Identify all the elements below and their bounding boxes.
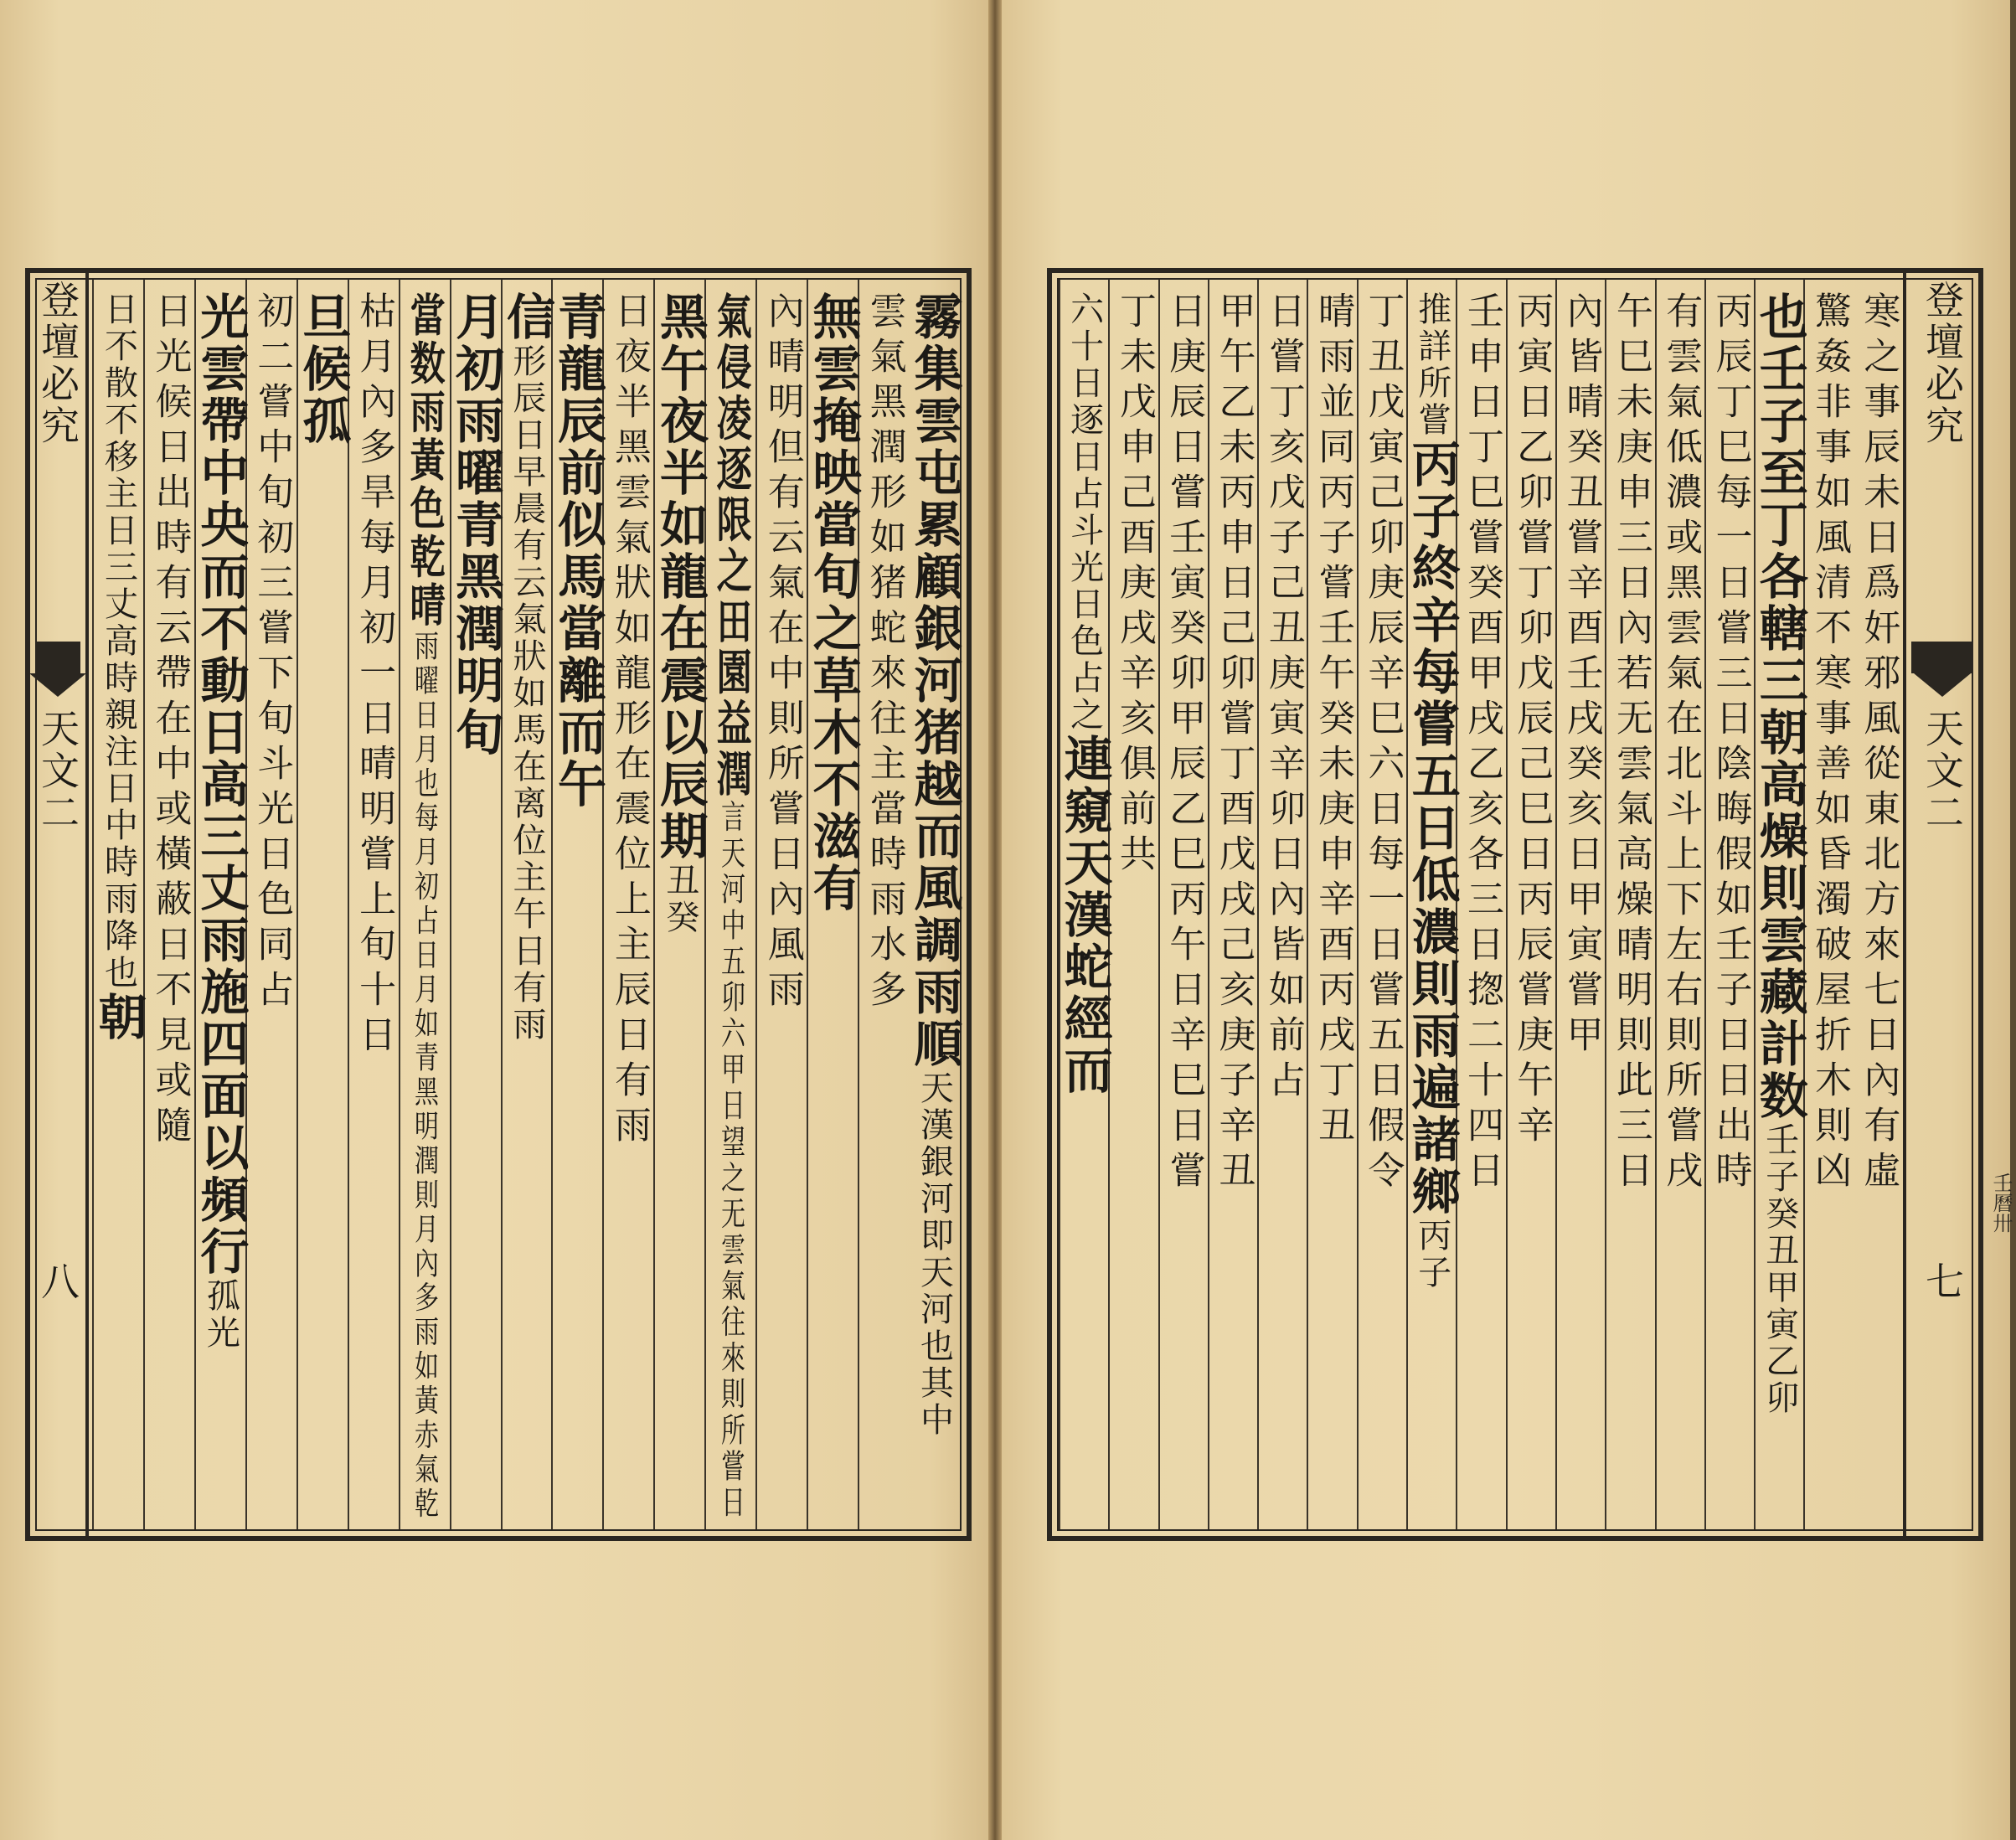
right-text-columns xyxy=(1055,280,1903,1529)
left-page-frame xyxy=(25,268,972,1541)
left-text-columns xyxy=(90,280,963,1529)
column-text: 有雲氣低濃或黑雲氣在北斗上下左右則所嘗戌 xyxy=(1659,291,1703,1196)
spine-title: 登壇必究 xyxy=(1920,280,1965,447)
column-text: 丁未戊申己酉庚戌辛亥俱前共 xyxy=(1112,291,1156,879)
verse-text: 旦候孤 xyxy=(294,291,352,447)
column-text: 枯月內多旱每月初一日晴明嘗上旬十日 xyxy=(353,291,396,1060)
text-column xyxy=(348,280,399,1529)
text-column xyxy=(399,280,450,1529)
column-text: 初二嘗中旬初三嘗下旬斗光日色同占 xyxy=(250,291,294,1015)
column-text: 雲氣黑潤形如猪蛇來往主當時雨水多 xyxy=(863,291,906,1015)
fishtail-mark xyxy=(1911,642,1973,673)
text-column xyxy=(1055,280,1113,1529)
column-text xyxy=(83,291,153,1044)
commentary-text: 日不散不移主日三丈高時親注日中時雨降也 xyxy=(99,291,138,992)
commentary-text: 形辰日早晨有云氣狀如馬在离位主午日有雨 xyxy=(507,343,546,1044)
book-gutter xyxy=(988,0,1002,1840)
text-column xyxy=(1158,280,1208,1529)
column-text: 日庚辰日嘗壬寅癸卯甲辰乙巳丙午日辛巳日嘗 xyxy=(1163,291,1206,1196)
verse-text: 也壬子至丁各轄三朝高燥則雲藏計数 xyxy=(1750,291,1808,1122)
column-text: 日光候日出時有云帶在中或橫蔽日不見或隨 xyxy=(148,291,192,1151)
verse-text: 當数雨黃色乾晴 xyxy=(404,291,446,630)
column-text: 丁丑戊寅己卯庚辰辛巳六日每一日嘗五日假令 xyxy=(1361,291,1405,1196)
verse-text: 光雲帶中央而不動日高三丈雨施四面以頻行 xyxy=(192,291,250,1278)
text-column xyxy=(1704,280,1754,1529)
text-column xyxy=(1506,280,1555,1529)
verse-text: 丙子終辛每嘗五日低濃則雨遍諸鄉 xyxy=(1403,439,1461,1218)
column-text xyxy=(1049,291,1120,1097)
column-text: 壬申日丁巳嘗癸酉甲戌乙亥各三日揔二十四日 xyxy=(1460,291,1503,1196)
verse-text: 氣侵凌逐限之田園益潤 xyxy=(710,291,752,800)
text-column xyxy=(804,280,862,1529)
verse-text: 連窺天漢蛇經而 xyxy=(1055,734,1113,1097)
column-text: 內皆晴癸丑嘗辛酉壬戌癸亥日甲寅嘗甲 xyxy=(1560,291,1603,1060)
spine-chapter: 天文二 xyxy=(1920,709,1965,834)
verse-text: 朝 xyxy=(90,992,147,1044)
right-spine xyxy=(1903,273,1978,1536)
verse-text: 月初雨曜青黑潤明旬 xyxy=(447,291,505,759)
column-text: 晴雨並同丙子嘗壬午癸未庚申辛酉丙戌丁丑 xyxy=(1312,291,1355,1151)
column-text: 內晴明但有云氣在中則所嘗日內風雨 xyxy=(761,291,804,1015)
spine-chapter: 天文二 xyxy=(35,709,80,834)
text-column xyxy=(192,280,250,1529)
verse-text: 黑午夜半如龍在震以辰期 xyxy=(651,291,709,863)
commentary-text: 言天河中五卯六甲日望之无雲氣往來則所嘗日 xyxy=(717,799,745,1521)
text-column xyxy=(755,280,807,1529)
verse-text: 信 xyxy=(498,291,555,343)
text-column xyxy=(1555,280,1605,1529)
fishtail-mark xyxy=(35,642,80,673)
right-page-frame xyxy=(1047,268,1983,1541)
text-column xyxy=(1605,280,1654,1529)
column-text: 日夜半黑雲氣狀如龍形在震位上主辰日有雨 xyxy=(607,291,651,1151)
text-column xyxy=(1307,280,1356,1529)
text-column xyxy=(1403,280,1461,1529)
commentary-text: 雨曜日月也每月初占日月如青黑明潤則月內多雨如黃赤氣乾 xyxy=(410,629,439,1521)
spine-folio: 八 xyxy=(35,1261,80,1303)
text-column xyxy=(294,280,352,1529)
column-text: 甲午乙未丙申日己卯嘗丁酉戊戌己亥庚子辛丑 xyxy=(1212,291,1255,1196)
text-column xyxy=(1357,280,1406,1529)
spine-folio: 七 xyxy=(1920,1261,1965,1303)
column-text: 日嘗丁亥戊子己丑庚寅辛卯日內皆如前占 xyxy=(1261,291,1305,1106)
text-column xyxy=(90,280,147,1529)
edge-note: 壬曆卅 xyxy=(1989,1173,2013,1233)
column-text: 丙寅日乙卯嘗丁卯戊辰己巳日丙辰嘗庚午辛 xyxy=(1510,291,1554,1151)
text-column xyxy=(1257,280,1307,1529)
text-column xyxy=(1208,280,1257,1529)
commentary-text: 丙子 xyxy=(1412,1218,1451,1291)
left-spine xyxy=(30,273,89,1536)
column-text: 丙辰丁巳每一日嘗三日陰晦假如壬子日日出時 xyxy=(1709,291,1752,1196)
verse-text: 霧集雲屯累顧銀河猪越而風調雨順 xyxy=(905,291,963,1070)
commentary-text: 推詳所嘗 xyxy=(1412,291,1451,439)
text-column xyxy=(447,280,505,1529)
column-text xyxy=(441,291,511,759)
text-column xyxy=(1655,280,1704,1529)
column-text: 午巳未庚申三日內若无雲氣高燥晴明則此三日 xyxy=(1609,291,1653,1196)
column-text xyxy=(400,291,451,1521)
commentary-text: 六十日逐日占斗光日色占之 xyxy=(1065,291,1104,734)
spine-title: 登壇必究 xyxy=(35,280,80,447)
text-column xyxy=(1750,280,1808,1529)
text-column xyxy=(1854,280,1903,1529)
commentary-text: 孤光 xyxy=(201,1278,240,1352)
text-column xyxy=(905,280,963,1529)
verse-text: 青龍辰前似馬當離而午 xyxy=(549,291,606,811)
verse-text: 無雲掩映當旬之草木不滋有 xyxy=(804,291,862,915)
column-text: 寒之事辰未日爲奸邪風從東北方來七日內有虛 xyxy=(1857,291,1900,1196)
commentary-text: 天漢銀河即天河也其中 xyxy=(915,1070,954,1439)
commentary-text: 壬子癸丑甲寅乙卯 xyxy=(1760,1122,1799,1417)
commentary-text: 丑癸 xyxy=(660,863,699,936)
column-text: 驚姦非事如風清不寒事善如昏濁破屋折木則凶 xyxy=(1808,291,1852,1196)
text-column xyxy=(651,280,709,1529)
